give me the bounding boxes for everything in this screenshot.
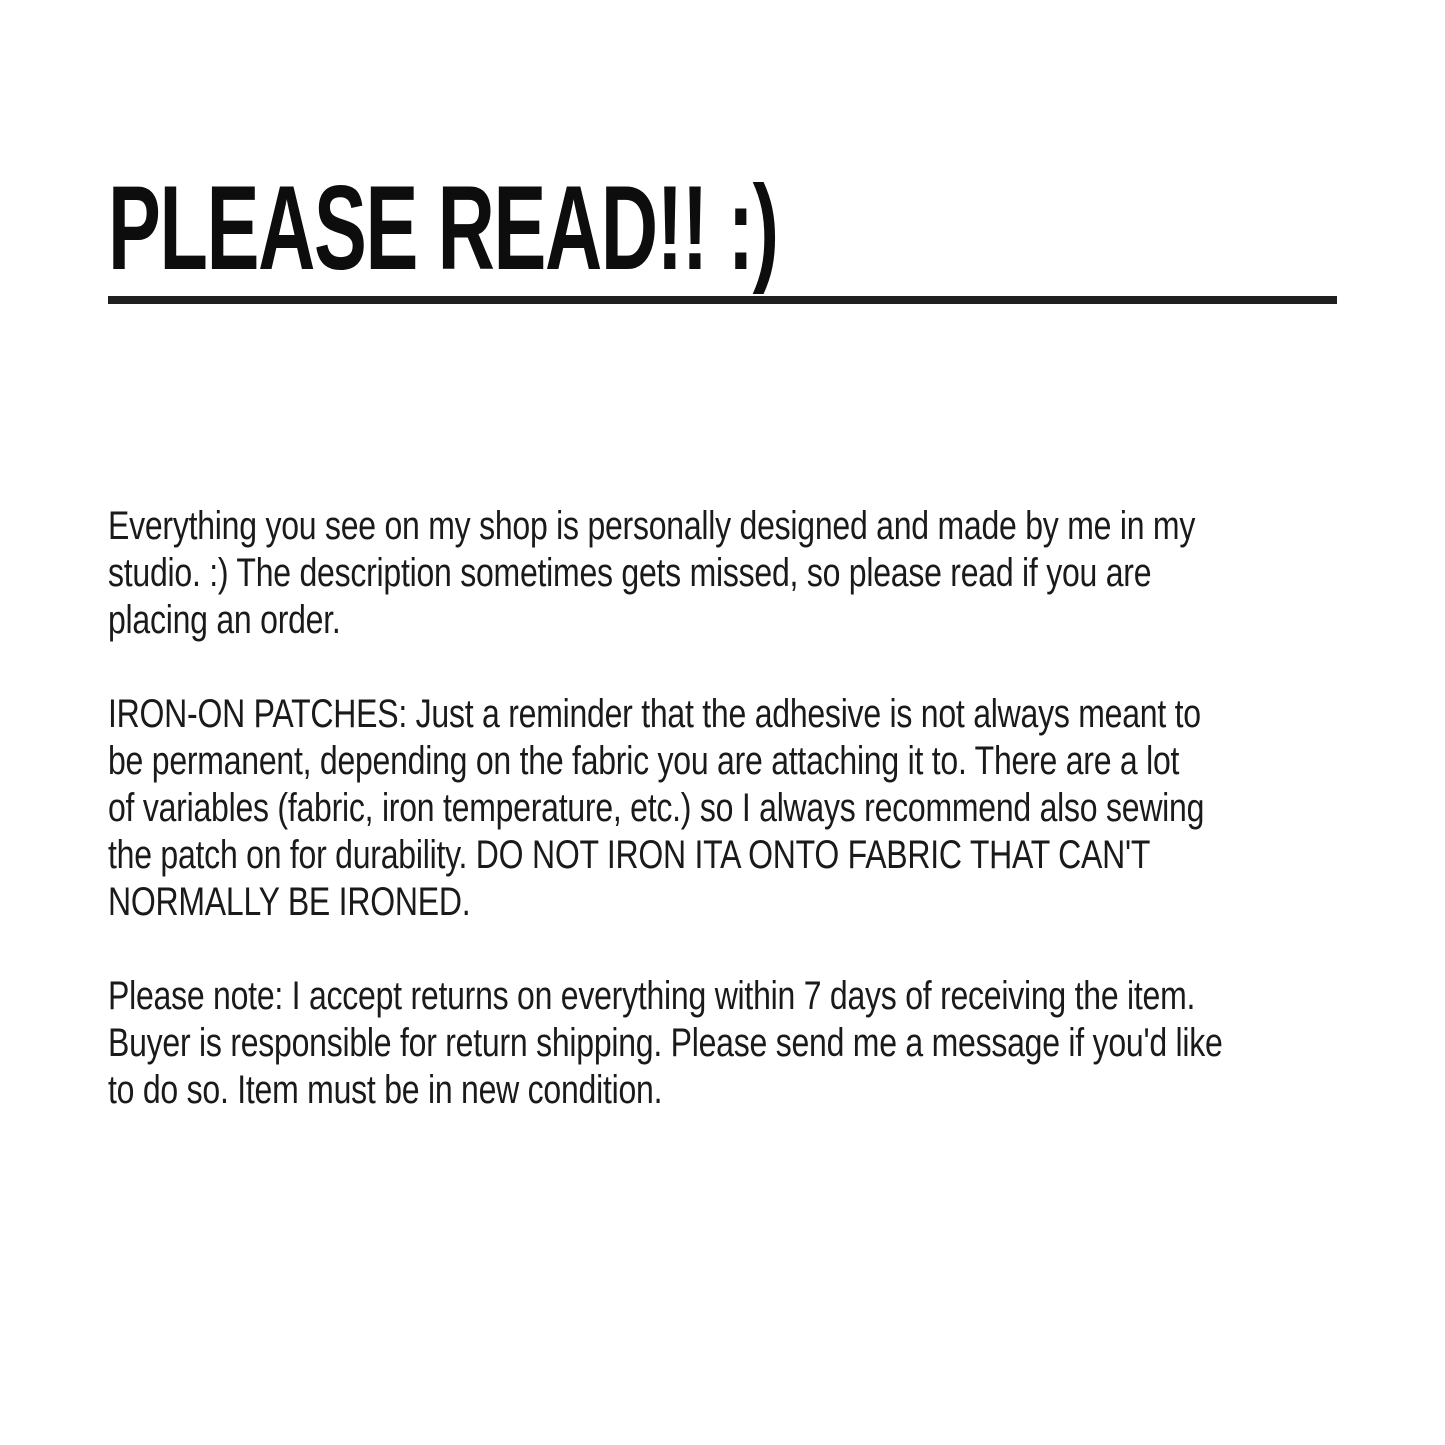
text-line: the patch on for durability. DO NOT IRON ITA ONTO FABRIC THAT CAN'T xyxy=(108,833,1151,877)
divider xyxy=(108,296,1337,304)
page-title: PLEASE READ!! :) xyxy=(108,161,778,295)
text-line: placing an order. xyxy=(108,598,341,642)
text-line: be permanent, depending on the fabric you are attaching it to. There are a lot xyxy=(108,739,1180,783)
text-line: studio. :) The description sometimes gets missed, so please read if you are xyxy=(108,551,1152,595)
text-line: NORMALLY BE IRONED. xyxy=(108,880,471,924)
paragraph-returns xyxy=(108,973,1332,1114)
text-line: Please note: I accept returns on everything within 7 days of receiving the item. xyxy=(108,974,1196,1018)
body-text xyxy=(108,503,1332,1114)
text-line: IRON-ON PATCHES: Just a reminder that the adhesive is not always meant to xyxy=(108,692,1201,736)
text-line: Everything you see on my shop is personally designed and made by me in my xyxy=(108,504,1196,548)
paragraph-intro xyxy=(108,503,1332,644)
paragraph-iron-on-patches xyxy=(108,691,1332,926)
text-line: of variables (fabric, iron temperature, etc.) so I always recommend also sewing xyxy=(108,786,1205,830)
text-line: Buyer is responsible for return shipping. Please send me a message if you'd like xyxy=(108,1021,1223,1065)
text-line: to do so. Item must be in new condition. xyxy=(108,1068,663,1112)
